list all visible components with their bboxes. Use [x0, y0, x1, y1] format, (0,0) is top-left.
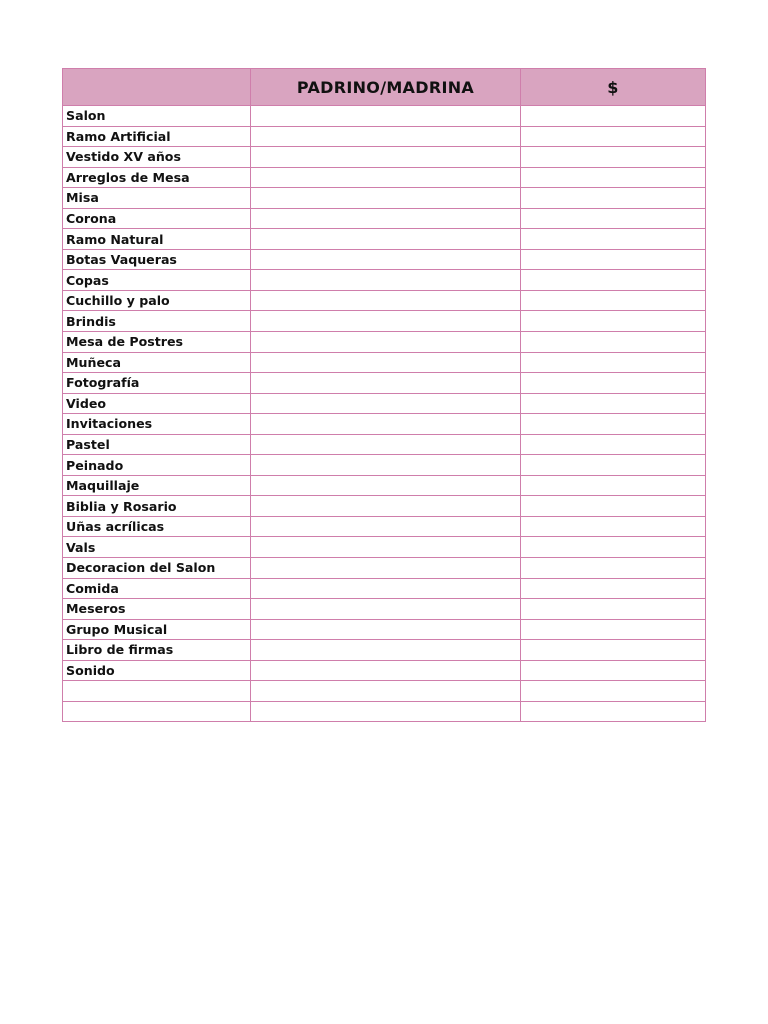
item-label[interactable]: Mesa de Postres: [63, 332, 251, 353]
sponsor-cell[interactable]: [251, 126, 521, 147]
sponsor-cell[interactable]: [251, 393, 521, 414]
table-row: [63, 701, 706, 722]
header-item[interactable]: [63, 69, 251, 106]
amount-cell[interactable]: [521, 578, 706, 599]
sponsor-table: [62, 68, 706, 722]
table-row: [63, 167, 706, 188]
table-row: [63, 332, 706, 353]
table-row: [63, 578, 706, 599]
amount-cell[interactable]: [521, 332, 706, 353]
sponsor-cell[interactable]: [251, 455, 521, 476]
item-label[interactable]: Pastel: [63, 434, 251, 455]
table-row: [63, 229, 706, 250]
item-label[interactable]: Peinado: [63, 455, 251, 476]
item-label[interactable]: Grupo Musical: [63, 619, 251, 640]
amount-cell[interactable]: [521, 208, 706, 229]
table-row: [63, 147, 706, 168]
amount-cell[interactable]: [521, 701, 706, 722]
sponsor-cell[interactable]: [251, 147, 521, 168]
sponsor-cell[interactable]: [251, 229, 521, 250]
amount-cell[interactable]: [521, 249, 706, 270]
amount-cell[interactable]: [521, 434, 706, 455]
sponsor-cell[interactable]: [251, 106, 521, 127]
table-row: [63, 414, 706, 435]
item-label[interactable]: Botas Vaqueras: [63, 249, 251, 270]
sponsor-cell[interactable]: [251, 578, 521, 599]
sponsor-cell[interactable]: [251, 373, 521, 394]
table-row: [63, 270, 706, 291]
amount-cell[interactable]: [521, 147, 706, 168]
table-row: [63, 681, 706, 702]
amount-cell[interactable]: [521, 660, 706, 681]
item-label[interactable]: Ramo Natural: [63, 229, 251, 250]
amount-cell[interactable]: [521, 393, 706, 414]
table-row: [63, 393, 706, 414]
header-amount[interactable]: $: [521, 69, 706, 106]
amount-cell[interactable]: [521, 311, 706, 332]
amount-cell[interactable]: [521, 126, 706, 147]
amount-cell[interactable]: [521, 229, 706, 250]
sponsor-cell[interactable]: [251, 208, 521, 229]
item-label[interactable]: Copas: [63, 270, 251, 291]
sponsor-cell[interactable]: [251, 414, 521, 435]
sponsor-cell[interactable]: [251, 270, 521, 291]
table-row: [63, 537, 706, 558]
amount-cell[interactable]: [521, 475, 706, 496]
amount-cell[interactable]: [521, 270, 706, 291]
table-row: [63, 558, 706, 579]
amount-cell[interactable]: [521, 188, 706, 209]
amount-cell[interactable]: [521, 681, 706, 702]
sponsor-cell[interactable]: [251, 558, 521, 579]
table-row: [63, 475, 706, 496]
item-label[interactable]: Muñeca: [63, 352, 251, 373]
item-label[interactable]: Vestido XV años: [63, 147, 251, 168]
table-row: [63, 373, 706, 394]
amount-cell[interactable]: [521, 373, 706, 394]
table-row: [63, 311, 706, 332]
item-label[interactable]: Meseros: [63, 599, 251, 620]
item-label[interactable]: Arreglos de Mesa: [63, 167, 251, 188]
table-row: [63, 208, 706, 229]
amount-cell[interactable]: [521, 106, 706, 127]
item-label[interactable]: Invitaciones: [63, 414, 251, 435]
item-label[interactable]: Brindis: [63, 311, 251, 332]
item-label[interactable]: Vals: [63, 537, 251, 558]
sponsor-cell[interactable]: [251, 311, 521, 332]
item-label[interactable]: Fotografía: [63, 373, 251, 394]
amount-cell[interactable]: [521, 167, 706, 188]
amount-cell[interactable]: [521, 290, 706, 311]
header-sponsor[interactable]: PADRINO/MADRINA: [251, 69, 521, 106]
table-row: [63, 126, 706, 147]
sponsor-cell[interactable]: [251, 290, 521, 311]
item-label[interactable]: [63, 681, 251, 702]
item-label[interactable]: Cuchillo y palo: [63, 290, 251, 311]
table-row: [63, 660, 706, 681]
sponsor-cell[interactable]: [251, 167, 521, 188]
sponsor-cell[interactable]: [251, 496, 521, 517]
table-row: [63, 599, 706, 620]
item-label[interactable]: Uñas acrílicas: [63, 516, 251, 537]
item-label[interactable]: Libro de firmas: [63, 640, 251, 661]
sponsor-cell[interactable]: [251, 434, 521, 455]
amount-cell[interactable]: [521, 516, 706, 537]
item-label[interactable]: Corona: [63, 208, 251, 229]
sponsor-cell[interactable]: [251, 660, 521, 681]
table-row: [63, 249, 706, 270]
sponsor-cell[interactable]: [251, 249, 521, 270]
table-row: [63, 640, 706, 661]
item-label[interactable]: Comida: [63, 578, 251, 599]
item-label[interactable]: Maquillaje: [63, 475, 251, 496]
item-label[interactable]: Misa: [63, 188, 251, 209]
sponsor-cell[interactable]: [251, 516, 521, 537]
amount-cell[interactable]: [521, 599, 706, 620]
table-row: [63, 434, 706, 455]
amount-cell[interactable]: [521, 537, 706, 558]
amount-cell[interactable]: [521, 619, 706, 640]
amount-cell[interactable]: [521, 640, 706, 661]
sponsor-cell[interactable]: [251, 332, 521, 353]
sponsor-cell[interactable]: [251, 640, 521, 661]
sponsor-cell[interactable]: [251, 701, 521, 722]
item-label[interactable]: Ramo Artificial: [63, 126, 251, 147]
amount-cell[interactable]: [521, 558, 706, 579]
table-row: [63, 516, 706, 537]
item-label[interactable]: Sonido: [63, 660, 251, 681]
sponsor-cell[interactable]: [251, 188, 521, 209]
amount-cell[interactable]: [521, 414, 706, 435]
amount-cell[interactable]: [521, 496, 706, 517]
item-label[interactable]: Salon: [63, 106, 251, 127]
header-row: [63, 69, 706, 106]
table-row: [63, 496, 706, 517]
item-label[interactable]: Video: [63, 393, 251, 414]
table-row: [63, 455, 706, 476]
table-row: [63, 290, 706, 311]
table-header: [63, 69, 706, 106]
item-label[interactable]: Decoracion del Salon: [63, 558, 251, 579]
table-row: [63, 352, 706, 373]
table-row: [63, 188, 706, 209]
table-row: [63, 619, 706, 640]
table-row: [63, 106, 706, 127]
sponsor-cell[interactable]: [251, 352, 521, 373]
table-body: [63, 106, 706, 722]
sponsor-cell[interactable]: [251, 681, 521, 702]
sponsor-cell[interactable]: [251, 599, 521, 620]
sponsor-cell[interactable]: [251, 475, 521, 496]
sponsor-cell[interactable]: [251, 537, 521, 558]
amount-cell[interactable]: [521, 455, 706, 476]
item-label[interactable]: Biblia y Rosario: [63, 496, 251, 517]
sponsor-cell[interactable]: [251, 619, 521, 640]
item-label[interactable]: [63, 701, 251, 722]
amount-cell[interactable]: [521, 352, 706, 373]
